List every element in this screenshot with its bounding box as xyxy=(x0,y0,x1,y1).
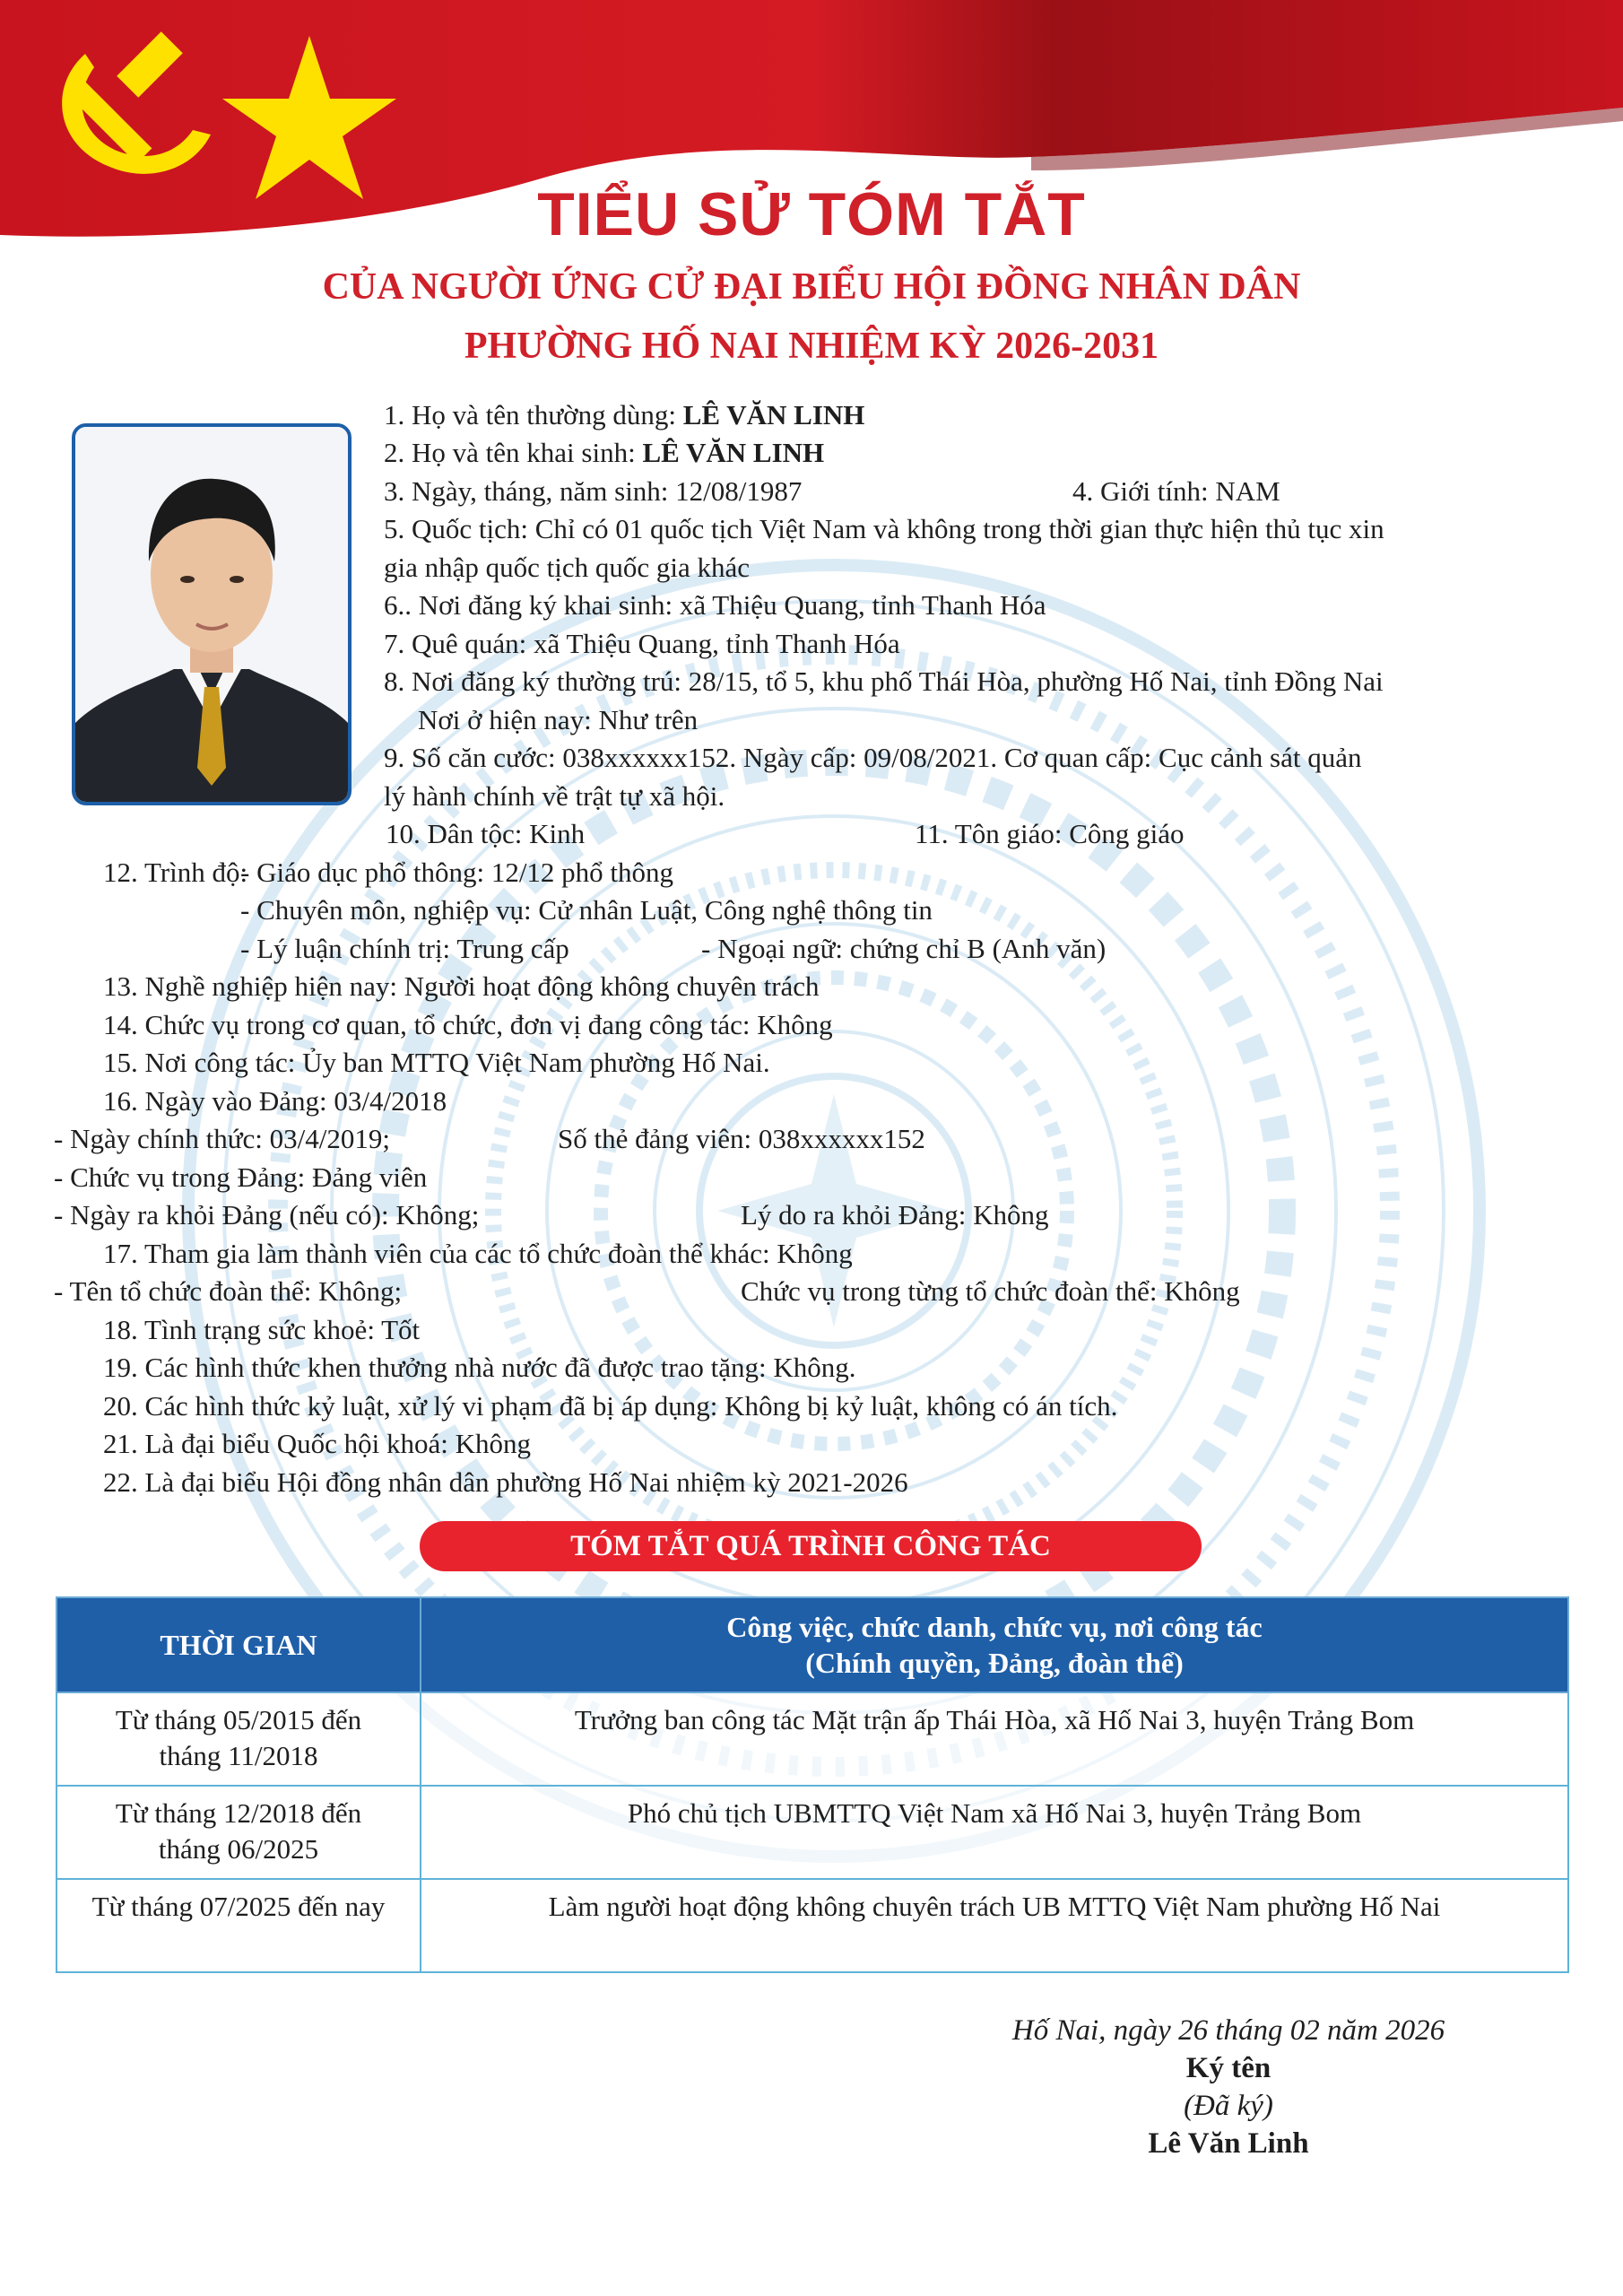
info-awards: 19. Các hình thức khen thưởng nhà nước đã được trao tặng: Không. xyxy=(103,1352,856,1383)
signature-place-date: Hố Nai, ngày 26 tháng 02 năm 2026 xyxy=(1011,2014,1445,2047)
info-organization-position: Chức vụ trong từng tổ chức đoàn thể: Không xyxy=(741,1275,1240,1307)
info-religion: 11. Tôn giáo: Công giáo xyxy=(915,818,1185,849)
table-cell-time: Từ tháng 07/2025 đến nay xyxy=(56,1879,421,1972)
info-full-name: 1. Họ và tên thường dùng: LÊ VĂN LINH xyxy=(384,399,865,430)
info-id-card: 9. Số căn cước: 038xxxxxx152. Ngày cấp: 09/08/2021. Cơ quan cấp: Cục cảnh sát quản xyxy=(384,742,1362,773)
table-header-work-line1: Công việc, chức danh, chức vụ, nơi công tác xyxy=(726,1611,1263,1643)
info-party-card-number: Số thẻ đảng viên: 038xxxxxx152 xyxy=(558,1123,925,1154)
signature-name: Lê Văn Linh xyxy=(1148,2127,1309,2160)
info-birth-registration: 6.. Nơi đăng ký khai sinh: xã Thiệu Quang, tỉnh Thanh Hóa xyxy=(384,589,1046,621)
info-birth-date: 3. Ngày, tháng, năm sinh: 12/08/1987 xyxy=(384,475,803,507)
info-party-position: - Chức vụ trong Đảng: Đảng viên xyxy=(54,1161,428,1193)
table-header-work-line2: (Chính quyền, Đảng, đoàn thể) xyxy=(805,1647,1184,1679)
info-national-assembly: 21. Là đại biểu Quốc hội khoá: Không xyxy=(103,1428,531,1459)
info-organization-name: - Tên tổ chức đoàn thể: Không; xyxy=(54,1275,403,1307)
work-history-section-title: TÓM TẮT QUÁ TRÌNH CÔNG TÁC xyxy=(420,1521,1202,1571)
table-header-work xyxy=(421,1597,1568,1692)
page-title: TIỂU SỬ TÓM TẮT xyxy=(537,180,1086,248)
info-health: 18. Tình trạng sức khoẻ: Tốt xyxy=(103,1314,421,1345)
info-people-council: 22. Là đại biểu Hội đồng nhân dân phường Hố Nai nhiệm kỳ 2021-2026 xyxy=(103,1466,908,1498)
info-nationality: 5. Quốc tịch: Chỉ có 01 quốc tịch Việt Nam và không trong thời gian thực hiện thủ tục xin xyxy=(384,513,1384,544)
info-position: 14. Chức vụ trong cơ quan, tổ chức, đơn vị đang công tác: Không xyxy=(103,1009,833,1040)
candidate-photo xyxy=(72,423,352,805)
info-id-card-cont: lý hành chính về trật tự xã hội. xyxy=(384,780,725,812)
info-birth-name: 2. Họ và tên khai sinh: LÊ VĂN LINH xyxy=(384,437,825,468)
info-party-official-date: - Ngày chính thức: 03/4/2019; xyxy=(54,1123,390,1154)
table-row xyxy=(56,1879,1568,1972)
info-education-label: 12. Trình độ: xyxy=(103,857,248,888)
info-party-join-date: 16. Ngày vào Đảng: 03/4/2018 xyxy=(103,1085,447,1117)
page-subtitle-2: PHƯỜNG HỐ NAI NHIỆM KỲ 2026-2031 xyxy=(464,326,1159,367)
table-header-row xyxy=(56,1597,1568,1692)
info-party-leave-reason: Lý do ra khỏi Đảng: Không xyxy=(741,1199,1049,1231)
table-header-time: THỜI GIAN xyxy=(56,1597,421,1692)
table-row xyxy=(56,1692,1568,1786)
table-cell-work: Phó chủ tịch UBMTTQ Việt Nam xã Hố Nai 3, huyện Trảng Bom xyxy=(421,1786,1568,1879)
info-current-residence: Nơi ở hiện nay: Như trên xyxy=(418,704,699,735)
info-workplace: 15. Nơi công tác: Ủy ban MTTQ Việt Nam phường Hố Nai. xyxy=(103,1047,770,1078)
info-gender: 4. Giới tính: NAM xyxy=(1072,475,1280,507)
table-row xyxy=(56,1786,1568,1879)
table-cell-work: Làm người hoạt động không chuyên trách UB MTTQ Việt Nam phường Hố Nai xyxy=(421,1879,1568,1972)
info-organizations: 17. Tham gia làm thành viên của các tổ chức đoàn thể khác: Không xyxy=(103,1238,853,1269)
info-hometown: 7. Quê quán: xã Thiệu Quang, tỉnh Thanh Hóa xyxy=(384,628,900,659)
signature-label: Ký tên xyxy=(1185,2052,1271,2084)
page-subtitle-1: CỦA NGƯỜI ỨNG CỬ ĐẠI BIỂU HỘI ĐỒNG NHÂN DÂN xyxy=(322,266,1301,308)
info-education-professional: - Chuyên môn, nghiệp vụ: Cử nhân Luật, Công nghệ thông tin xyxy=(240,894,933,926)
info-discipline: 20. Các hình thức kỷ luật, xử lý vi phạm đã bị áp dụng: Không bị kỷ luật, không có án tích. xyxy=(103,1390,1118,1422)
info-occupation: 13. Nghề nghiệp hiện nay: Người hoạt động không chuyên trách xyxy=(103,970,820,1002)
info-education-language: - Ngoại ngữ: chứng chỉ B (Anh văn) xyxy=(701,933,1107,964)
work-history-table xyxy=(56,1596,1569,1973)
info-education-political: - Lý luận chính trị: Trung cấp xyxy=(240,933,569,964)
info-ethnicity: 10. Dân tộc: Kinh xyxy=(386,818,586,849)
info-permanent-residence: 8. Nơi đăng ký thường trú: 28/15, tổ 5, khu phố Thái Hòa, phường Hố Nai, tỉnh Đồng Nai xyxy=(384,665,1384,697)
table-cell-time: Từ tháng 05/2015 đến tháng 11/2018 xyxy=(56,1692,421,1786)
info-education-general: - Giáo dục phổ thông: 12/12 phổ thông xyxy=(240,857,674,888)
table-cell-time: Từ tháng 12/2018 đến tháng 06/2025 xyxy=(56,1786,421,1879)
info-party-leave-date: - Ngày ra khỏi Đảng (nếu có): Không; xyxy=(54,1199,480,1231)
info-nationality-cont: gia nhập quốc tịch quốc gia khác xyxy=(384,552,751,583)
table-cell-work: Trưởng ban công tác Mặt trận ấp Thái Hòa, xã Hố Nai 3, huyện Trảng Bom xyxy=(421,1692,1568,1786)
signature-signed-note: (Đã ký) xyxy=(1184,2090,1273,2122)
